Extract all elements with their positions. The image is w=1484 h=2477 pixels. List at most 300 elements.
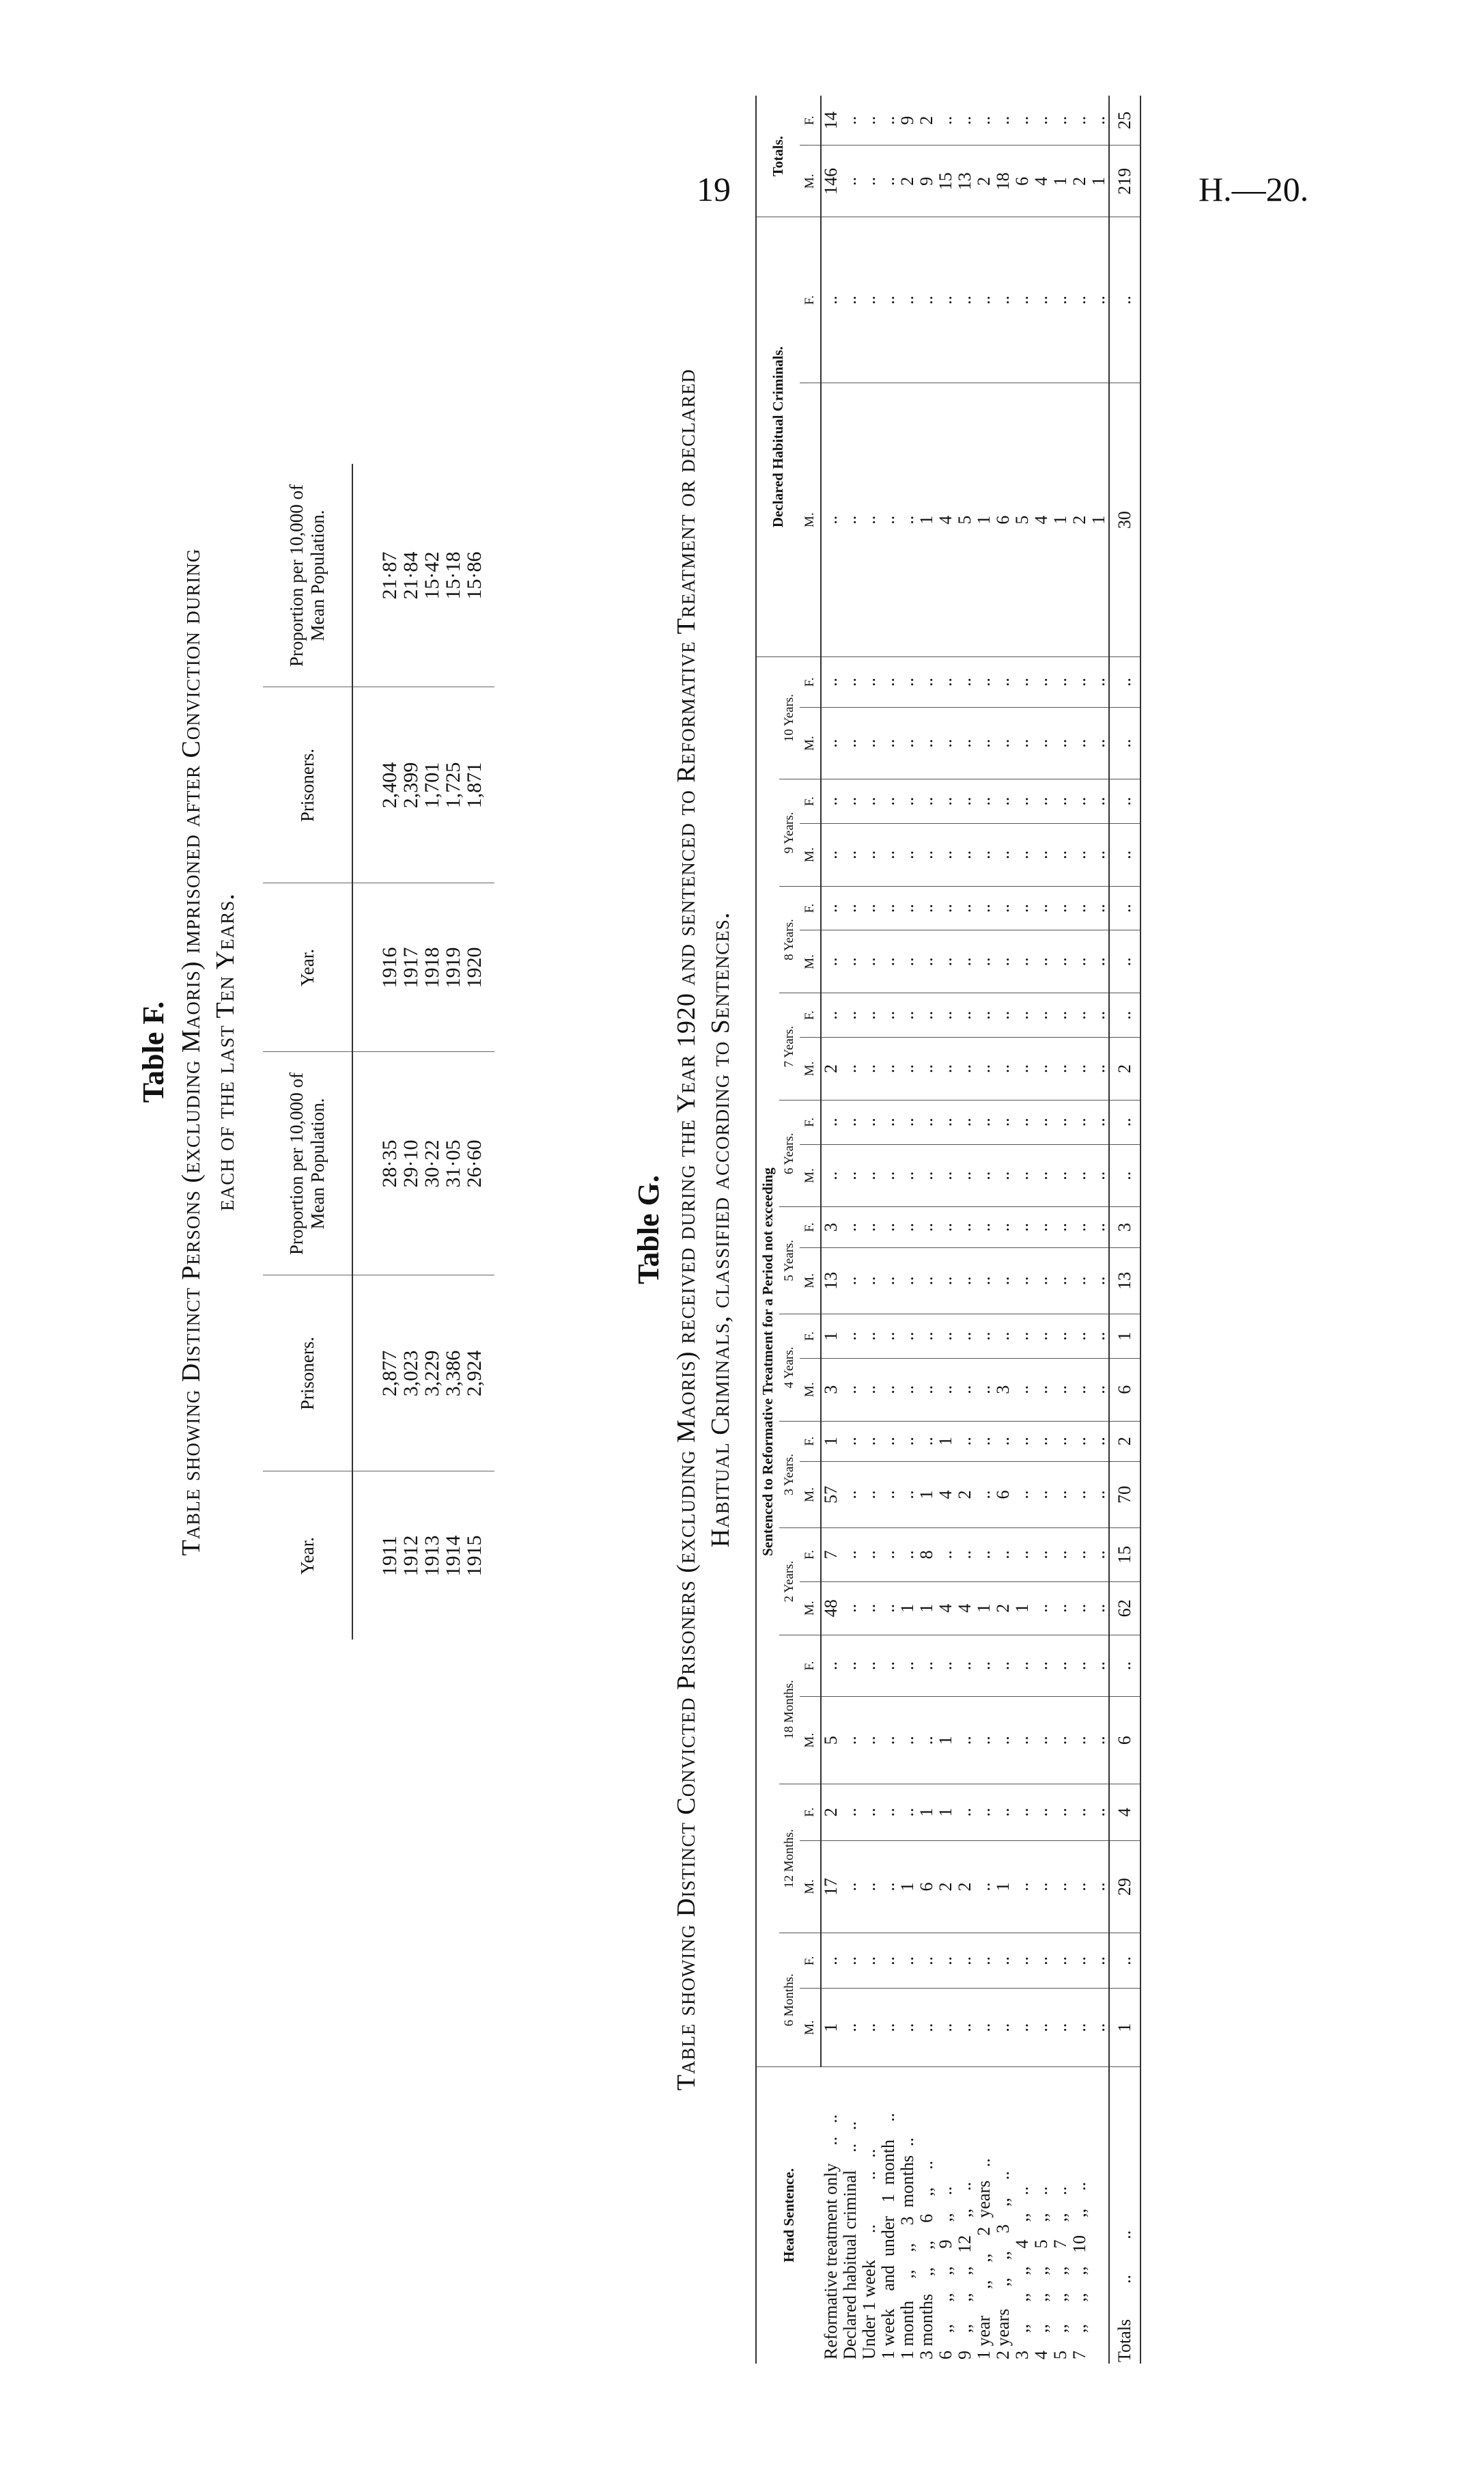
table-g-cell: .. <box>1013 1461 1032 1527</box>
table-g-cell: .. <box>860 96 879 146</box>
table-g-cell: .. <box>860 886 879 930</box>
table-g-cell: .. <box>1070 1144 1089 1207</box>
table-g-cell: .. <box>898 1421 917 1461</box>
table-g-cell: .. <box>860 993 879 1038</box>
table-g-cell: .. <box>860 1528 879 1581</box>
table-g-cell: .. <box>936 1247 955 1314</box>
table-g-cell: .. <box>1013 1784 1032 1840</box>
table-g-cell: .. <box>1013 1635 1032 1696</box>
table-g-cell: .. <box>879 1421 898 1461</box>
table-g-cell: .. <box>1109 1144 1140 1207</box>
table-g-cell: .. <box>1051 1581 1070 1635</box>
table-g-cell: .. <box>1070 1697 1089 1784</box>
table-g-cell: .. <box>879 1247 898 1314</box>
table-g-cell: .. <box>1089 1207 1109 1247</box>
table-g-cell: .. <box>1032 1421 1051 1461</box>
table-g-row <box>841 96 860 2364</box>
table-g-cell: .. <box>1070 1207 1089 1247</box>
table-g-cell: .. <box>860 1933 879 1989</box>
table-g-row-label: 1 year ,, ,, 2 years .. <box>974 2158 994 2360</box>
table-g-cell: .. <box>1070 930 1089 993</box>
table-g-cell: .. <box>821 930 841 993</box>
table-g-cell: 6 <box>1013 146 1032 217</box>
table-g-row <box>821 96 841 2364</box>
table-f-col-proportion: Proportion per 10,000 of Mean Population. <box>263 1052 352 1275</box>
table-g-period-header: 8 Years. <box>779 886 800 993</box>
table-g-cell: .. <box>975 1038 994 1101</box>
table-g-cell: .. <box>1013 1247 1032 1314</box>
table-g-cell: 2 <box>1070 146 1089 217</box>
table-g-cell: .. <box>955 930 975 993</box>
table-g-cell: .. <box>1032 1461 1051 1527</box>
table-f-cell: 2,404 <box>352 687 400 883</box>
table-g-cell: .. <box>821 1144 841 1207</box>
table-g-cell: .. <box>841 1635 860 1696</box>
table-g-cell: .. <box>1070 1933 1089 1989</box>
table-g-cell: .. <box>955 1697 975 1784</box>
table-g-cell: .. <box>1089 1840 1109 1933</box>
table-g-row-label: 7 ,, ,, ,, 10 ,, .. <box>1069 2182 1089 2360</box>
table-f-grid <box>263 465 494 1640</box>
table-g-cell: .. <box>879 1038 898 1101</box>
table-g-cell: 2 <box>994 1581 1013 1635</box>
table-f-cell: 1913 <box>421 1535 443 1577</box>
table-g-cell: .. <box>879 1314 898 1359</box>
table-g-cell: .. <box>955 1635 975 1696</box>
table-g-cell: .. <box>1109 886 1140 930</box>
table-g-cell: .. <box>860 383 879 657</box>
table-f-caption-line-1: Table showing Distinct Persons (excluding Maoris) imprisoned after Conviction during <box>177 548 206 1556</box>
table-g-period-header: 3 Years. <box>779 1421 800 1528</box>
table-g-period-header: 10 Years. <box>779 656 800 779</box>
table-g-cell: .. <box>975 1461 994 1527</box>
table-g-cell: 1 <box>936 1697 955 1784</box>
table-g-cell: 2 <box>955 1840 975 1933</box>
table-g-cell: .. <box>1032 993 1051 1038</box>
table-f-cell: 2,399 <box>400 687 421 883</box>
table-g-cell: .. <box>955 1528 975 1581</box>
table-g-period-header: 6 Months. <box>779 1933 800 2067</box>
table-g-cell: .. <box>879 1358 898 1421</box>
table-g-cell: .. <box>955 1144 975 1207</box>
table-g-declared-header: Declared Habitual Criminals. <box>756 217 800 657</box>
table-g-cell: .. <box>1109 823 1140 886</box>
page-number: 19 <box>697 170 731 208</box>
table-g-head-sentence: Head Sentence. <box>756 2067 821 2364</box>
table-g-f-header: F. <box>800 217 821 383</box>
table-g-cell: .. <box>994 1144 1013 1207</box>
table-g-cell: .. <box>994 1635 1013 1696</box>
table-g-cell: .. <box>879 1697 898 1784</box>
table-g-cell: .. <box>1032 1100 1051 1144</box>
table-g-cell: .. <box>1032 96 1051 146</box>
table-g-cell: 17 <box>821 1840 841 1933</box>
table-g-cell: .. <box>841 1144 860 1207</box>
table-g-cell: .. <box>936 1038 955 1101</box>
table-g-cell: 1 <box>1051 146 1070 217</box>
table-g-cell: 1 <box>898 1840 917 1933</box>
table-g-title: Table G. <box>632 1175 665 1284</box>
table-g-cell: .. <box>975 1207 994 1247</box>
table-g-cell: .. <box>841 1100 860 1144</box>
table-g-cell: 6 <box>1109 1697 1140 1784</box>
table-f-cell: 2,877 <box>352 1275 400 1471</box>
table-g-cell: 1 <box>898 1581 917 1635</box>
table-g-cell: 14 <box>821 96 841 146</box>
table-g-cell: .. <box>917 1144 936 1207</box>
table-g-m-header: M. <box>800 1247 821 1314</box>
table-g-cell: .. <box>898 886 917 930</box>
table-g-cell: .. <box>898 1784 917 1840</box>
table-g-cell: .. <box>917 1100 936 1144</box>
table-g-cell: .. <box>994 930 1013 993</box>
table-g-cell: .. <box>1051 993 1070 1038</box>
table-f-col-proportion-2: Proportion per 10,000 of Mean Population. <box>263 465 352 688</box>
table-g-cell: .. <box>898 1528 917 1581</box>
table-g-cell: .. <box>936 1933 955 1989</box>
table-g-cell: .. <box>841 1840 860 1933</box>
table-g-cell: 7 <box>821 1528 841 1581</box>
table-g-cell: .. <box>994 823 1013 886</box>
table-g-cell: .. <box>975 930 994 993</box>
table-g-cell: .. <box>841 886 860 930</box>
table-f-cell: 1917 <box>400 883 421 1052</box>
table-g-cell: .. <box>1032 1933 1051 1989</box>
table-g-cell: .. <box>1013 993 1032 1038</box>
table-g-cell: .. <box>1032 779 1051 824</box>
table-g-cell: .. <box>1070 217 1089 383</box>
table-g-cell: .. <box>1051 1840 1070 1933</box>
table-g-cell: 5 <box>1013 383 1032 657</box>
table-g-cell: .. <box>917 1207 936 1247</box>
table-g-cell: .. <box>1070 823 1089 886</box>
table-g-cell: 1 <box>917 1461 936 1527</box>
table-g-cell: .. <box>936 1144 955 1207</box>
table-g-row-label: 2 years ,, ,, 3 ,, .. <box>993 2171 1013 2360</box>
table-g-row <box>1013 96 1032 2364</box>
table-g-cell: .. <box>955 1100 975 1144</box>
table-g-mf-row <box>800 96 821 2364</box>
table-g-cell: .. <box>1089 1144 1109 1207</box>
table-g-cell: 15 <box>1109 1528 1140 1581</box>
table-g-cell: .. <box>955 1247 975 1314</box>
table-g-cell: .. <box>994 656 1013 707</box>
table-g-cell: .. <box>975 96 994 146</box>
table-g-cell: .. <box>879 1840 898 1933</box>
table-g-cell: .. <box>1109 1933 1140 1989</box>
table-g-cell: .. <box>898 383 917 657</box>
table-g-cell: .. <box>975 1358 994 1421</box>
table-g-cell: .. <box>1070 886 1089 930</box>
table-g-cell: .. <box>955 993 975 1038</box>
table-g-cell: .. <box>975 1784 994 1840</box>
table-g-cell: .. <box>841 1461 860 1527</box>
table-g-cell: .. <box>1109 1100 1140 1144</box>
table-g-period-header: 2 Years. <box>779 1528 800 1635</box>
table-g-f-header: F. <box>800 1784 821 1840</box>
table-g-cell: .. <box>898 1989 917 2067</box>
table-g-cell: .. <box>879 1100 898 1144</box>
table-g-cell: .. <box>898 1100 917 1144</box>
table-g-cell: .. <box>1013 1933 1032 1989</box>
table-g-row <box>994 96 1013 2364</box>
table-g-cell: .. <box>917 1314 936 1359</box>
table-g-cell: .. <box>841 993 860 1038</box>
table-f-row <box>443 465 464 1640</box>
table-g-cell: .. <box>879 1144 898 1207</box>
table-g-cell: .. <box>1051 217 1070 383</box>
table-g-cell: .. <box>936 823 955 886</box>
table-g-f-header: F. <box>800 1933 821 1989</box>
table-g-cell: .. <box>994 779 1013 824</box>
table-g-cell: .. <box>1013 1038 1032 1101</box>
table-g-m-header: M. <box>800 1697 821 1784</box>
table-f-cell: 29·10 <box>400 1052 421 1275</box>
table-g-row-label: 4 ,, ,, ,, 5 ,, .. <box>1031 2186 1051 2360</box>
table-g-cell: .. <box>898 708 917 779</box>
table-g-cell: .. <box>955 1421 975 1461</box>
table-g-cell: .. <box>1051 779 1070 824</box>
table-g-cell: .. <box>898 1635 917 1696</box>
table-g-cell: .. <box>1013 1840 1032 1933</box>
table-g-cell: 2 <box>821 1038 841 1101</box>
table-g-cell: .. <box>936 1100 955 1144</box>
table-f-cell: 15·42 <box>421 465 443 688</box>
table-g-f-header: F. <box>800 779 821 824</box>
table-g-cell: .. <box>1013 96 1032 146</box>
table-g-cell: .. <box>1089 1635 1109 1696</box>
table-g-cell: .. <box>1032 1840 1051 1933</box>
table-g-cell: .. <box>955 96 975 146</box>
table-g-cell: .. <box>879 930 898 993</box>
table-g-cell: .. <box>1013 708 1032 779</box>
table-g-cell: .. <box>841 383 860 657</box>
table-g-cell: .. <box>936 656 955 707</box>
table-g-cell: .. <box>860 1144 879 1207</box>
table-g-cell: .. <box>994 1784 1013 1840</box>
table-g-cell: .. <box>860 1207 879 1247</box>
table-g-cell: .. <box>1032 1038 1051 1101</box>
table-g-cell: .. <box>1051 1528 1070 1581</box>
table-f-cell: 26·60 <box>464 1052 494 1275</box>
table-g-cell: .. <box>879 146 898 217</box>
table-g-cell: .. <box>1051 886 1070 930</box>
table-f-cell: 1915 <box>463 1535 486 1577</box>
table-g-cell: .. <box>841 1421 860 1461</box>
table-g-m-header: M. <box>800 1038 821 1101</box>
table-g-cell: .. <box>975 1989 994 2067</box>
table-g-cell: .. <box>917 779 936 824</box>
table-g-cell: .. <box>917 1635 936 1696</box>
table-g-cell: .. <box>917 1697 936 1784</box>
table-g-cell: .. <box>1051 1635 1070 1696</box>
table-g-cell: .. <box>1070 1784 1089 1840</box>
table-g-cell: 2 <box>917 96 936 146</box>
table-f-col-prisoners: Prisoners. <box>263 1275 352 1471</box>
table-g-cell: .. <box>898 1933 917 1989</box>
table-g-cell: .. <box>1032 656 1051 707</box>
table-g-cell: .. <box>841 1933 860 1989</box>
table-g-cell: .. <box>841 96 860 146</box>
table-g-cell: .. <box>1032 708 1051 779</box>
table-g-row-label: 9 ,, ,, ,, 12 ,, .. <box>955 2182 975 2360</box>
table-g-m-header: M. <box>800 930 821 993</box>
table-g-cell: .. <box>1070 656 1089 707</box>
table-g-cell: .. <box>898 1144 917 1207</box>
table-g-cell: .. <box>936 96 955 146</box>
table-g-cell: .. <box>860 1697 879 1784</box>
table-g-cell: .. <box>860 1461 879 1527</box>
table-g-cell: .. <box>841 1358 860 1421</box>
table-f-cell: 3,023 <box>400 1275 421 1471</box>
table-g-row-label: Declared habitual criminal .. .. <box>840 2121 860 2360</box>
table-g-cell: .. <box>955 779 975 824</box>
table-g-cell: .. <box>879 1528 898 1581</box>
table-g-cell: .. <box>841 1038 860 1101</box>
table-g-cell: .. <box>994 1038 1013 1101</box>
table-g-cell: .. <box>936 1635 955 1696</box>
table-g-cell: .. <box>1089 930 1109 993</box>
table-g-cell: .. <box>955 1784 975 1840</box>
table-g-row-label: Reformative treatment only .. .. <box>820 2114 841 2360</box>
table-g-cell: 3 <box>1109 1207 1140 1247</box>
table-g-cell: .. <box>860 930 879 993</box>
table-g-cell: .. <box>1070 1358 1089 1421</box>
table-g-cell: .. <box>841 146 860 217</box>
table-g-cell: 5 <box>821 1697 841 1784</box>
table-g-cell: .. <box>1089 779 1109 824</box>
table-f-cell: 1919 <box>443 883 464 1052</box>
table-g-cell: .. <box>975 823 994 886</box>
table-g-cell: .. <box>975 1840 994 1933</box>
table-g-cell: .. <box>1032 1247 1051 1314</box>
table-g-cell: .. <box>898 656 917 707</box>
table-g-cell: .. <box>841 1528 860 1581</box>
table-g-cell: 3 <box>821 1207 841 1247</box>
table-g-cell: .. <box>917 217 936 383</box>
table-g-cell: .. <box>841 930 860 993</box>
table-g-cell: .. <box>860 779 879 824</box>
table-f-cell: 15·86 <box>464 465 494 688</box>
table-g-cell: .. <box>1051 1461 1070 1527</box>
table-g-cell: .. <box>860 1635 879 1696</box>
table-g-cell: .. <box>975 1100 994 1144</box>
table-g-cell: 4 <box>936 1581 955 1635</box>
table-g-row-label: 3 months ,, ,, 6 ,, .. <box>916 2160 936 2360</box>
table-g-period-header: 5 Years. <box>779 1207 800 1314</box>
table-g-cell: .. <box>879 1784 898 1840</box>
table-g-cell: .. <box>955 1933 975 1989</box>
table-g-cell: .. <box>1109 1635 1140 1696</box>
table-g-cell: .. <box>1013 1358 1032 1421</box>
table-f-cell: 3,386 <box>443 1275 464 1471</box>
table-g-cell: .. <box>936 217 955 383</box>
table-g-cell: .. <box>1032 1144 1051 1207</box>
table-g-cell: .. <box>1070 1840 1089 1933</box>
table-g-cell: .. <box>898 217 917 383</box>
table-g-caption-line-1: Table showing Distinct Convicted Prisoners (excluding Maoris) received during the Year 1920 and sentenced to Reformative Treatment or declared <box>672 368 701 2091</box>
table-g-cell: .. <box>936 708 955 779</box>
table-g-grid <box>755 96 1141 2364</box>
table-g-cell: .. <box>975 656 994 707</box>
table-g-cell: .. <box>1089 708 1109 779</box>
table-g-cell: 48 <box>821 1581 841 1635</box>
table-g-cell: .. <box>1032 823 1051 886</box>
table-g-cell: .. <box>1089 823 1109 886</box>
table-g-head <box>756 96 821 2364</box>
table-g-cell: .. <box>879 993 898 1038</box>
table-g-cell: .. <box>936 1528 955 1581</box>
table-g-cell: .. <box>917 1989 936 2067</box>
table-g-cell: .. <box>860 1100 879 1144</box>
table-g-cell: .. <box>1051 1144 1070 1207</box>
table-g-cell: .. <box>1089 1581 1109 1635</box>
table-f-cell: 21·87 <box>352 465 400 688</box>
table-g-cell: .. <box>936 930 955 993</box>
table-g-cell: 1 <box>1109 1989 1140 2067</box>
table-g-cell: .. <box>1089 1421 1109 1461</box>
table-g-cell: .. <box>1089 1933 1109 1989</box>
table-g-cell: .. <box>994 1100 1013 1144</box>
table-g-cell: 6 <box>994 1461 1013 1527</box>
table-g-row-label: 1 week and under 1 month .. <box>878 2112 898 2360</box>
table-g-cell: .. <box>879 96 898 146</box>
table-g-row <box>898 96 917 2364</box>
table-g-m-header: M. <box>800 1840 821 1933</box>
table-g-cell: .. <box>1070 1100 1089 1144</box>
table-g-cell: .. <box>936 1989 955 2067</box>
table-g-cell: .. <box>1051 1100 1070 1144</box>
table-g-cell: .. <box>1032 1581 1051 1635</box>
table-g-cell: 3 <box>821 1358 841 1421</box>
table-g-cell: .. <box>1070 1989 1089 2067</box>
table-g-cell: .. <box>975 993 994 1038</box>
table-f-title: Table F. <box>137 1001 170 1103</box>
table-g-cell: .. <box>860 1840 879 1933</box>
table-g-cell: .. <box>936 886 955 930</box>
table-g-cell: .. <box>898 993 917 1038</box>
table-g-cell: .. <box>860 146 879 217</box>
table-g-row <box>975 96 994 2364</box>
table-g-cell: .. <box>917 708 936 779</box>
table-g-cell: .. <box>1051 96 1070 146</box>
table-f-cell: 31·05 <box>443 1052 464 1275</box>
table-g-cell: .. <box>994 1421 1013 1461</box>
table-g-cell: 2 <box>975 146 994 217</box>
table-g-cell: .. <box>1089 993 1109 1038</box>
table-g-cell: 2 <box>821 1784 841 1840</box>
table-g-cell: .. <box>917 823 936 886</box>
table-g-row-label <box>1089 2067 1109 2364</box>
table-g-cell: .. <box>1109 993 1140 1038</box>
table-g-cell: .. <box>955 1989 975 2067</box>
table-g-row <box>879 96 898 2364</box>
table-g-cell: .. <box>821 383 841 657</box>
table-g-m-header: M. <box>800 146 821 217</box>
table-g-cell: .. <box>994 993 1013 1038</box>
table-g-cell: .. <box>898 1247 917 1314</box>
table-g-cell: .. <box>1051 823 1070 886</box>
table-g-cell: .. <box>955 708 975 779</box>
table-g-cell: .. <box>917 993 936 1038</box>
table-g-cell: 1 <box>994 1840 1013 1933</box>
table-g-cell: 29 <box>1109 1840 1140 1933</box>
table-g-cell: .. <box>917 1247 936 1314</box>
table-g-cell: .. <box>1013 1100 1032 1144</box>
table-g-cell: .. <box>975 1144 994 1207</box>
table-f-row <box>421 465 443 1640</box>
table-g-cell: .. <box>1051 1207 1070 1247</box>
